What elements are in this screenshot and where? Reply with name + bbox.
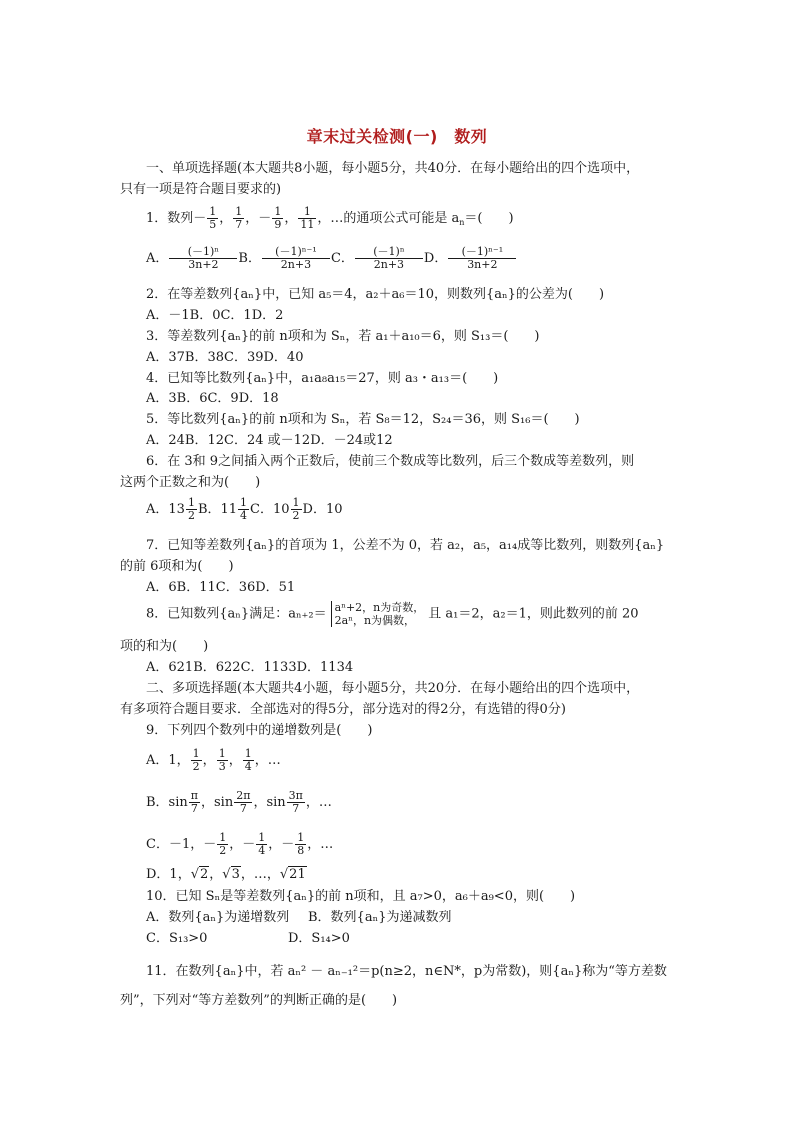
fraction: $\frac{1}{2}$ bbox=[219, 831, 227, 857]
question-4-options: A．3B．6C．9D．18 bbox=[146, 391, 279, 406]
question-9-option-c: C．－1，－ $\frac{1}{2}$ ，－ $\frac{1}{4}$ ，－ $\frac{1}{8}$ ，… bbox=[146, 831, 334, 857]
option-b-fraction: $\frac{\text{(－1)ⁿ⁻¹}}{2n+3}$ bbox=[262, 246, 330, 271]
question-10-option-d: D．S₁₄>0 bbox=[288, 931, 350, 946]
question-8-stem-cont: 项的和为( ) bbox=[120, 639, 209, 654]
fraction: $\frac{1}{7}$ bbox=[235, 205, 243, 231]
question-7-stem-cont: 的前 6项和为( ) bbox=[120, 559, 234, 574]
fraction: $\frac{1}{2}$ bbox=[292, 496, 300, 522]
question-8-stem: 8．已知数列{aₙ}满足：aₙ₊₂＝ aⁿ+2，n为奇数， 2aⁿ，n为偶数， 且 a₁＝2，a₂＝1，则此数列的前 20 bbox=[146, 601, 639, 627]
question-2-stem: 2．在等差数列{aₙ}中，已知 a₅＝4，a₂＋a₆＝10，则数列{aₙ}的公差为( ) bbox=[146, 287, 605, 302]
question-2-options: A．－1B．0C．1D．2 bbox=[146, 308, 284, 323]
fraction: $\frac{1}{4}$ bbox=[240, 496, 248, 522]
question-8-options: A．621B．622C．1133D．1134 bbox=[146, 660, 354, 675]
fraction: $\frac{1}{2}$ bbox=[187, 496, 195, 522]
question-9-option-b: B．sin $\frac{\pi}{7}$ ，sin $\frac{2\pi}{7}$ ，sin $\frac{3\pi}{7}$ ，… bbox=[146, 789, 332, 815]
fraction: $\frac{1}{3}$ bbox=[218, 747, 226, 773]
question-3-stem: 3．等差数列{aₙ}的前 n项和为 Sₙ，若 a₁＋a₁₀＝6，则 S₁₃＝( ) bbox=[146, 329, 540, 344]
fraction: $\frac{1}{4}$ bbox=[244, 747, 252, 773]
question-11-stem-cont: 列”，下列对“等方差数列”的判断正确的是( ) bbox=[120, 993, 398, 1008]
fraction: $\frac{1}{2}$ bbox=[192, 747, 200, 773]
option-a-fraction: $\frac{\text{(－1)ⁿ}}{3n+2}$ bbox=[169, 246, 237, 271]
question-7-stem: 7．已知等差数列{aₙ}的首项为 1，公差不为 0，若 a₂，a₅，a₁₄成等比数列，则数列{aₙ} bbox=[146, 538, 665, 553]
question-9-option-a: A．1， $\frac{1}{2}$ ， $\frac{1}{3}$ ， $\frac{1}{4}$ ，… bbox=[146, 747, 281, 773]
question-4-stem: 4．已知等比数列{aₙ}中，a₁a₈a₁₅＝27，则 a₃・a₁₃＝( ) bbox=[146, 371, 499, 386]
fraction: $\frac{3\pi}{7}$ bbox=[288, 789, 303, 815]
question-10-option-b: B．数列{aₙ}为递减数列 bbox=[308, 910, 452, 925]
fraction: $\frac{1}{5}$ bbox=[209, 205, 217, 231]
section2-heading: 二、多项选择题(本大题共4小题，每小题5分，共20分．在每小题给出的四个选项中， bbox=[146, 681, 640, 696]
section1-heading: 一、单项选择题(本大题共8小题，每小题5分，共40分．在每小题给出的四个选项中， bbox=[146, 161, 640, 176]
fraction: $\frac{1}{9}$ bbox=[274, 205, 282, 231]
question-5-stem: 5．等比数列{aₙ}的前 n项和为 Sₙ，若 S₈＝12，S₂₄＝36，则 S₁₆＝( ) bbox=[146, 412, 580, 427]
fraction: $\frac{1}{4}$ bbox=[258, 831, 266, 857]
question-6-stem: 6．在 3和 9之间插入两个正数后，使前三个数成等比数列，后三个数成等差数列，则 bbox=[146, 454, 635, 469]
question-10-stem: 10．已知 Sₙ是等差数列{aₙ}的前 n项和，且 a₇>0，a₆＋a₉<0，则( ) bbox=[146, 889, 576, 904]
fraction: $\frac{2\pi}{7}$ bbox=[236, 789, 251, 815]
question-9-stem: 9．下列四个数列中的递增数列是( ) bbox=[146, 723, 373, 738]
option-d-fraction: $\frac{\text{(－1)ⁿ⁻¹}}{3n+2}$ bbox=[448, 246, 516, 271]
section1-heading-cont: 只有一项是符合题目要求的) bbox=[120, 182, 282, 197]
question-9-option-d: D．1，√2，√3，…，√21 bbox=[146, 867, 306, 882]
question-11-stem: 11．在数列{aₙ}中，若 aₙ² － aₙ₋₁²＝p(n≥2，n∈N*，p为常数)，则{aₙ}称为“等方差数 bbox=[146, 964, 667, 979]
fraction: $\frac{1}{11}$ bbox=[300, 205, 315, 231]
piecewise-brace: aⁿ+2，n为奇数， 2aⁿ，n为偶数， bbox=[331, 601, 425, 627]
question-1-options: A． $\frac{\text{(－1)ⁿ}}{3n+2}$ B． $\frac{\text{(－1)ⁿ⁻¹}}{2n+3}$ C． $\frac{\text{(－1)ⁿ}}{2n+3}$ D． $\frac{\text{(－1)ⁿ⁻¹}}{3n+2}$ bbox=[146, 246, 517, 271]
question-10-option-a: A．数列{aₙ}为递增数列 bbox=[146, 910, 290, 925]
option-c-fraction: $\frac{\text{(－1)ⁿ}}{2n+3}$ bbox=[355, 246, 423, 271]
fraction: $\frac{1}{8}$ bbox=[297, 831, 305, 857]
question-10-option-c: C．S₁₃>0 bbox=[146, 931, 208, 946]
question-6-stem-cont: 这两个正数之和为( ) bbox=[120, 475, 261, 490]
question-6-options: A．13 $\frac{1}{2}$ B．11 $\frac{1}{4}$ C．10 $\frac{1}{2}$ D．10 bbox=[146, 496, 343, 522]
section2-heading-cont: 有多项符合题目要求．全部选对的得5分，部分选对的得2分，有选错的得0分) bbox=[120, 702, 566, 717]
question-7-options: A．6B．11C．36D．51 bbox=[146, 580, 296, 595]
fraction: $\frac{\pi}{7}$ bbox=[190, 789, 198, 815]
question-1-stem: 1．数列－ $\frac{1}{5}$ ， $\frac{1}{7}$ ，－ $\frac{1}{9}$ ， $\frac{1}{11}$ ，…的通项公式可能是 $a_n=$( ) bbox=[146, 205, 514, 231]
question-5-options: A．24B．12C．24 或－12D．－24或12 bbox=[146, 433, 393, 448]
question-3-options: A．37B．38C．39D．40 bbox=[146, 350, 304, 365]
page-title: 章末过关检测(一) 数列 bbox=[306, 127, 488, 146]
